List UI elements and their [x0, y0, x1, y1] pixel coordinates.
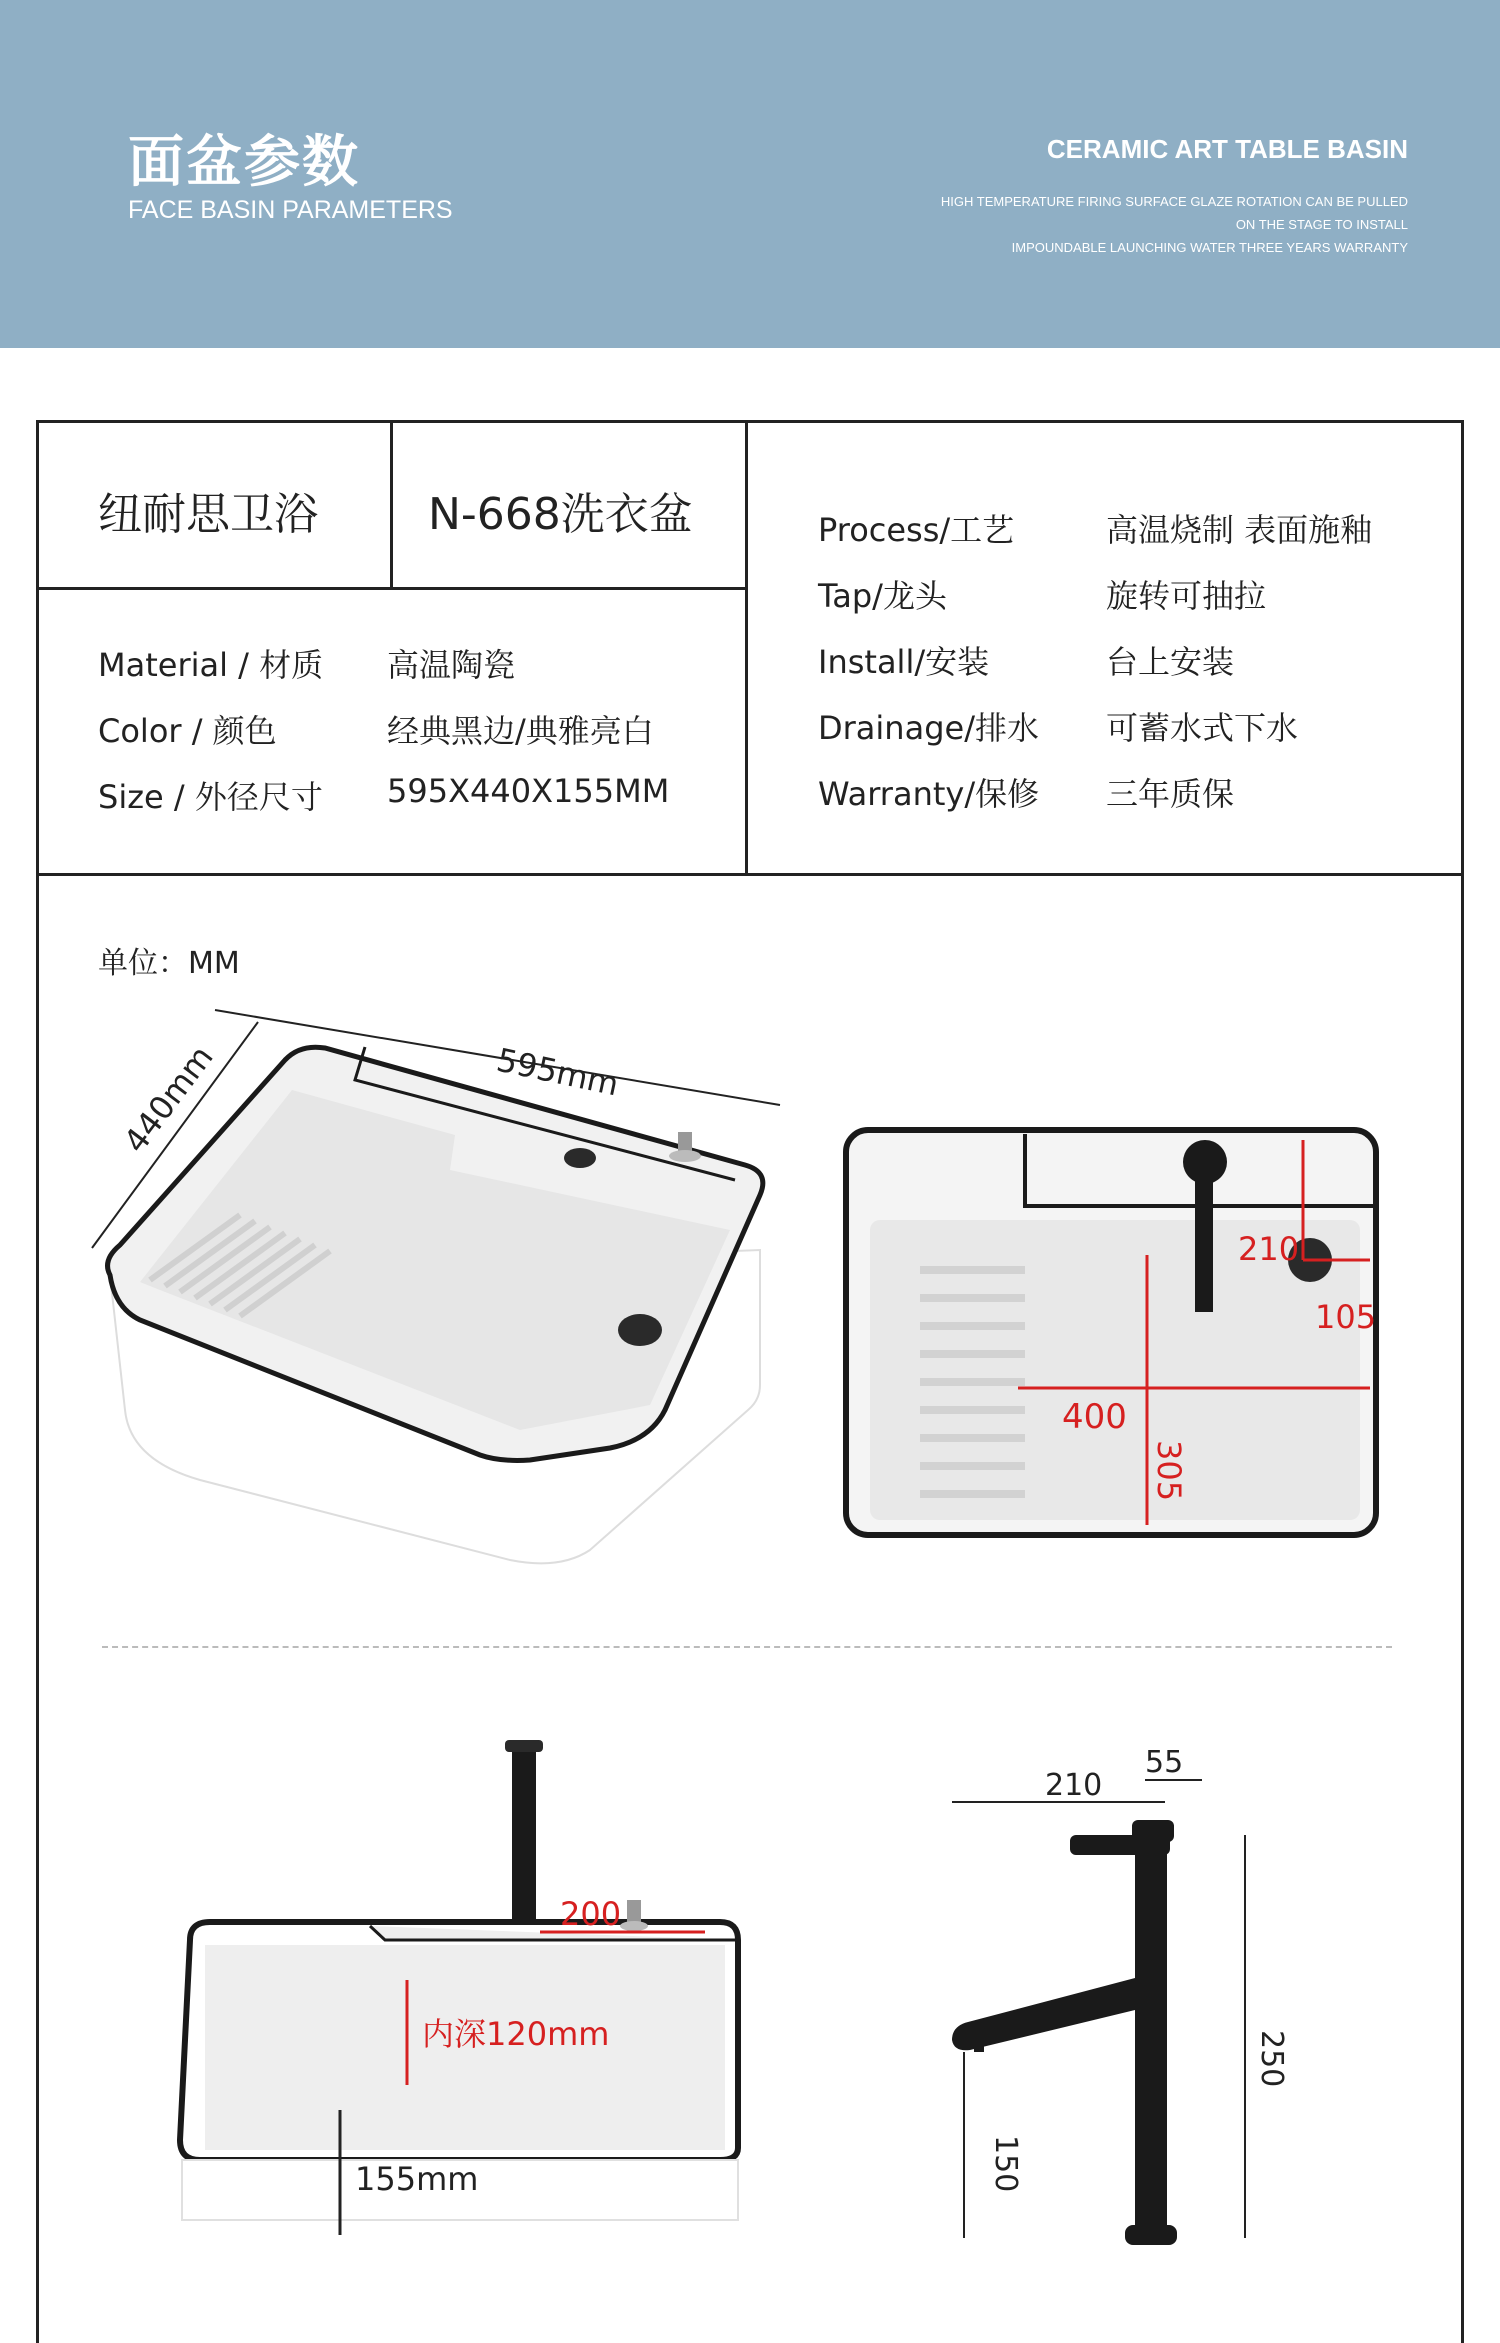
spec-value: 可蓄水式下水 [1106, 709, 1299, 747]
spec-key: Install/安装 [818, 643, 990, 681]
spec-key: Color / 颜色 [98, 712, 277, 750]
model-name: N-668洗衣盆 [428, 489, 693, 540]
divider-horizontal-specs [36, 873, 1461, 876]
dim-label-depth: 440mm [116, 1038, 221, 1160]
dim-label-width: 595mm [493, 1040, 622, 1104]
header-banner [0, 0, 1500, 348]
spec-value: 台上安装 [1106, 643, 1235, 681]
faucet-dim-150: 150 [988, 2135, 1023, 2193]
front-dim-200: 200 [560, 1895, 622, 1933]
drain-hole [618, 1314, 662, 1346]
spec-value: 三年质保 [1106, 775, 1235, 813]
banner-sub-line: ON THE STAGE TO INSTALL [1235, 217, 1408, 232]
spec-value: 高温陶瓷 [387, 646, 516, 684]
banner-sub-line: IMPOUNDABLE LAUNCHING WATER THREE YEARS WARRANTY [1011, 240, 1408, 255]
basin-perspective-drawing [80, 990, 780, 1590]
spec-key: Material / 材质 [98, 646, 324, 684]
unit-label: 单位：MM [98, 946, 240, 981]
basin-front-view-drawing [160, 1740, 760, 2240]
front-dim-inner-depth: 内深120mm [422, 2015, 610, 2053]
basin-top-view-drawing [840, 1120, 1400, 1540]
divider-horizontal-header [36, 587, 748, 590]
brand-name: 纽耐思卫浴 [98, 489, 318, 540]
spec-key: Warranty/保修 [818, 775, 1040, 813]
front-dim-height: 155mm [355, 2160, 479, 2198]
top-dim-105: 105 [1315, 1298, 1377, 1336]
top-dim-400: 400 [1062, 1397, 1127, 1437]
top-dim-305: 305 [1150, 1440, 1188, 1502]
banner-title-cn: 面盆参数 [128, 130, 360, 195]
spec-key: Size / 外径尺寸 [98, 778, 323, 816]
faucet-hole [564, 1148, 596, 1168]
spec-value: 旋转可抽拉 [1106, 577, 1267, 615]
spec-value: 经典黑边/典雅亮白 [387, 712, 654, 750]
spec-key: Tap/龙头 [818, 577, 947, 615]
banner-right-subtitle [708, 190, 1408, 259]
banner-title-en: FACE BASIN PARAMETERS [128, 196, 453, 224]
spec-key: Process/工艺 [818, 511, 1015, 549]
spec-key: Drainage/排水 [818, 709, 1039, 747]
spec-value: 高温烧制 表面施釉 [1106, 511, 1373, 549]
banner-sub-line: HIGH TEMPERATURE FIRING SURFACE GLAZE ROTATION CAN BE PULLED [940, 194, 1408, 209]
divider-vertical-center [745, 420, 748, 876]
faucet-dim-210: 210 [1045, 1768, 1103, 1803]
faucet-side-view-drawing [940, 1740, 1340, 2260]
front-view-overflow-tap-icon [620, 1900, 648, 1931]
faucet-body-icon [952, 1820, 1177, 2245]
banner-right-title: CERAMIC ART TABLE BASIN [1046, 134, 1408, 164]
spec-value: 595X440X155MM [387, 772, 670, 810]
section-divider-dashed [102, 1646, 1392, 1648]
faucet-dim-250: 250 [1254, 2030, 1289, 2088]
top-dim-210: 210 [1238, 1230, 1300, 1268]
faucet-dim-55: 55 [1145, 1745, 1184, 1780]
divider-vertical-header [390, 420, 393, 590]
